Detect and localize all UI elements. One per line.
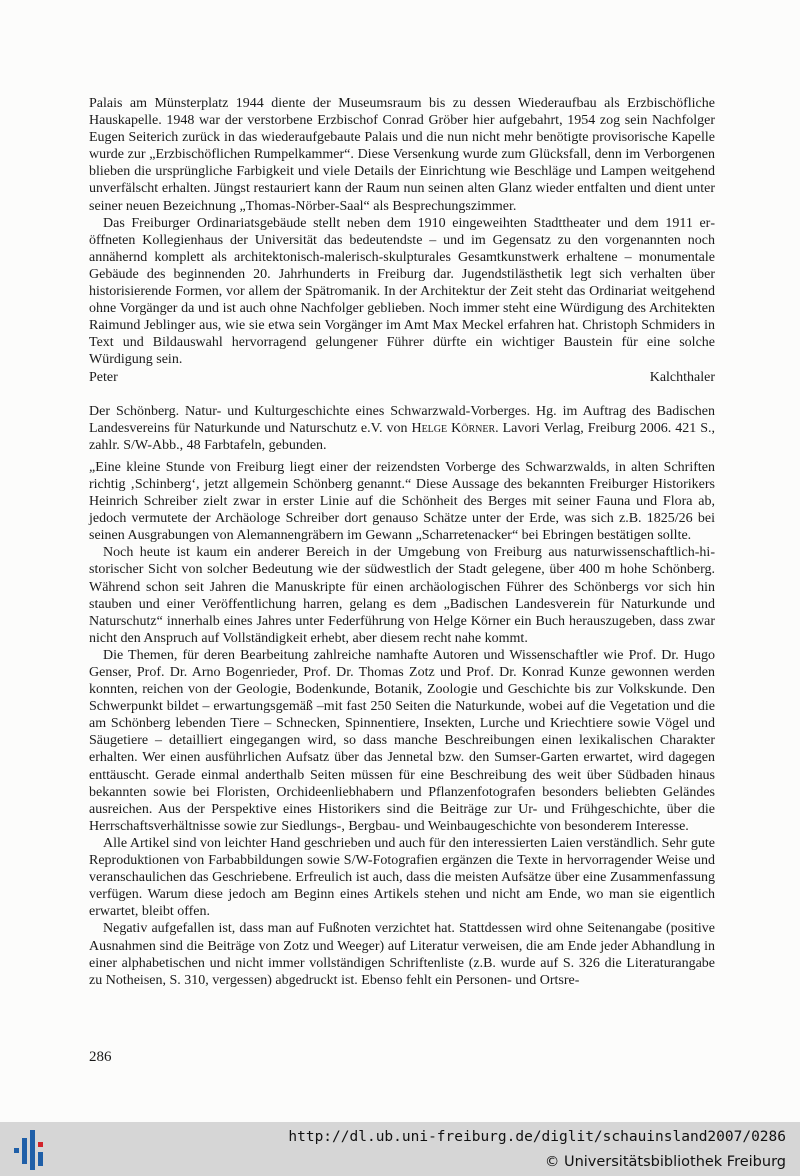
paragraph: Das Freiburger Ordinariatsgebäude stellt neben dem 1910 eingeweihten Stadttheater und dem 1911 eröffneten Kollegienhaus der Universität das bedeutendste – und im Gegensatz zu den vorgenannten noch annähernd komplett als architektonisch-malerisch-skulpturales Gesamtkunstwerk erhaltene – monumentale Gebäude des beginnenden 20. Jahrhunderts in Freiburg dar. Jugendstilästhetik legt sich verhalten über historisierende Formen, vor allem der Spätromanik. In der Architektur der Zeit steht das Ordinariat weitgehend ohne Vorgänger da und ist auch ohne Nachfolger geblieben. Noch immer steht eine Würdigung des Architekten Raimund Jeblinger aus, wie sie etwa sein Vorgänger im Amt Max Meckel erfahren hat. Christoph Schmiders in Text und Bildauswahl hervorragend gelungener Führer dürfte ein wichtiger Baustein für eine solche Würdigung sein. bbox=[89, 215, 715, 368]
paragraph: Alle Artikel sind von leichter Hand geschrieben und auch für den interessierten Laien verständlich. Sehr gute Reproduktionen von Farbabbildungen sowie S/W-Fotografien ergänzen die Texte in hervorragender Weise und veranschaulichen das Geschriebene. Erfreulich ist auch, dass die meisten Aufsätze über eine Zusammenfassung verfügen. Warum diese jedoch am Beginn eines Artikels stehen und nicht am Ende, wo man sie eigentlich erwartet, bleibt offen. bbox=[89, 835, 715, 920]
reference-text-rest: . Lavori Verlag, Freiburg 2006. 421 S., zahlr. S/W-Abb., 48 Farbtafeln, gebunden. bbox=[89, 420, 715, 453]
paragraph: Noch heute ist kaum ein anderer Bereich in der Umgebung von Freiburg aus naturwissenschaftlich-historischer Sicht von solcher Bedeutung wie der südwestlich der Stadt gelegene, über 400 m hohe Schönberg. Während schon seit Jahren die Manuskripte für einen archäologischen Führer des Schönbergs vor sich hin stauben und einer Veröffentlichung harren, gelang es dem „Badischen Landesverein für Naturkunde und Naturschutz“ innerhalb eines Jahres unter Federführung von Helge Körner ein Buch herauszugeben, dass zwar nicht den Anspruch auf Vollständigkeit erhebt, aber diesem recht nahe kommt. bbox=[89, 545, 715, 646]
section-gap bbox=[89, 386, 715, 403]
signature-line bbox=[89, 369, 715, 386]
source-url-link[interactable]: http://dl.ub.uni-freiburg.de/diglit/schauinsland2007/0286 bbox=[288, 1129, 786, 1145]
reference-editor: Helge Körner bbox=[411, 420, 496, 436]
paragraph: Negativ aufgefallen ist, dass man auf Fußnoten verzichtet hat. Stattdessen wird ohne Seitenangabe (positive Ausnahmen sind die Beiträge von Zotz und Weeger) auf Literatur verweisen, die am Ende jeder Abhandlung in einer alphabetischen und nicht immer vollständigen Schriftenliste (z.B. wurde auf S. 326 die Literaturangabe zu Notheisen, S. 310, vergessen) abgedruckt ist. Ebenso fehlt ein Personen- und Ortsre- bbox=[89, 921, 715, 988]
paragraph: „Eine kleine Stunde von Freiburg liegt einer der reizendsten Vorberge des Schwarzwalds, in alten Schriften richtig ‚Schinberg‘, jetzt allgemein Schönberg genannt.“ Diese Aussage des bekannten Freiburger Historikers Heinrich Schreiber zielt zwar in erster Linie auf die Schönheit des Berges mit seiner Fauna und Flora ab, jedoch vermutete der Archäologe Schreiber dort genauso Schätze unter der Erde, was sich z.B. 1825/26 bei seinen Ausgrabungen von Alemannengräbern im Gewann „Scharretenacker“ bei Ebringen bestätigen sollte. bbox=[89, 459, 715, 544]
copyright-notice: © Universitätsbibliothek Freiburg bbox=[544, 1154, 786, 1170]
library-logo-icon bbox=[14, 1128, 48, 1172]
reference-text: Der Schönberg. Natur- und Kulturgeschichte eines Schwarzwald-Vorberges. Hg. im Auftrag des Badischen Landesvereins für Naturkunde und Naturschutz e.V. von bbox=[89, 403, 715, 436]
paragraph: Palais am Münsterplatz 1944 diente der Museumsraum bis zu dessen Wiederaufbau als Erzbischöfliche Hauskapelle. 1948 war der verstorbene Erzbischof Conrad Gröber hier aufgebahrt, 1954 zog sein Nachfolger Eugen Seiterich zurück in das wiederaufgebaute Palais und die nun nicht mehr benötigte provisorische Kapelle wurde zur „Erzbischöflichen Rumpelkammer“. Diese Versenkung wurde zum Glücksfall, denn im Verborgenen blieben die ursprüngliche Farbigkeit und viele Details der Einrichtung wie Beschläge und Lampen weitgehend unverfälscht erhalten. Jüngst restauriert kann der Raum nun seinen alten Glanz wieder entfalten und dient unter seiner neuen Bezeichnung „Thomas-Nörber-Saal“ als Besprechungszimmer. bbox=[89, 96, 715, 214]
author-signature: Peter Kalchthaler bbox=[89, 369, 715, 385]
page-number: 286 bbox=[89, 1049, 112, 1065]
paragraph: Die Themen, für deren Bearbeitung zahlreiche namhafte Autoren und Wissenschaftler wie Prof. Dr. Hugo Genser, Prof. Dr. Arno Bogenrieder, Prof. Dr. Thomas Zotz und Prof. Dr. Konrad Kunze gewonnen werden konnten, reichen von der Geologie, Bodenkunde, Botanik, Zoologie und Geschichte bis zur Volkskunde. Den Schwerpunkt bildet – erwartungsgemäß –mit fast 250 Seiten die Naturkunde, wobei auf die Vegetation und die am Schönberg lebenden Tiere – Schnecken, Spinnentiere, Insekten, Lurche und Kriechtiere sowie Vögel und Säugetiere – detailliert eingegangen wird, so dass manche Beschreibungen einen lexikalischen Charakter erhalten. Wer einen ausführlichen Aufsatz über das Jennetal bzw. den Sumser-Garten erwartet, wird dagegen enttäuscht. Gerade einmal anderthalb Seiten müssen für eine Beschreibung des weit über Südbaden hinaus bekannten sowie bei Floristen, Orchideenliebhabern und Pflanzenfotografen besonders beliebten Geländes ausreichen. Aus der Perspektive eines Historikers sind die Beiträge zur Ur- und Frühgeschichte, über die Herrschaftsverhältnisse sowie zur Siedlungs-, Bergbau- und Weinbaugeschichte von besonderem Interesse. bbox=[89, 647, 715, 834]
footer-bar bbox=[0, 1122, 800, 1176]
page-body bbox=[89, 95, 715, 989]
book-reference bbox=[89, 403, 715, 454]
